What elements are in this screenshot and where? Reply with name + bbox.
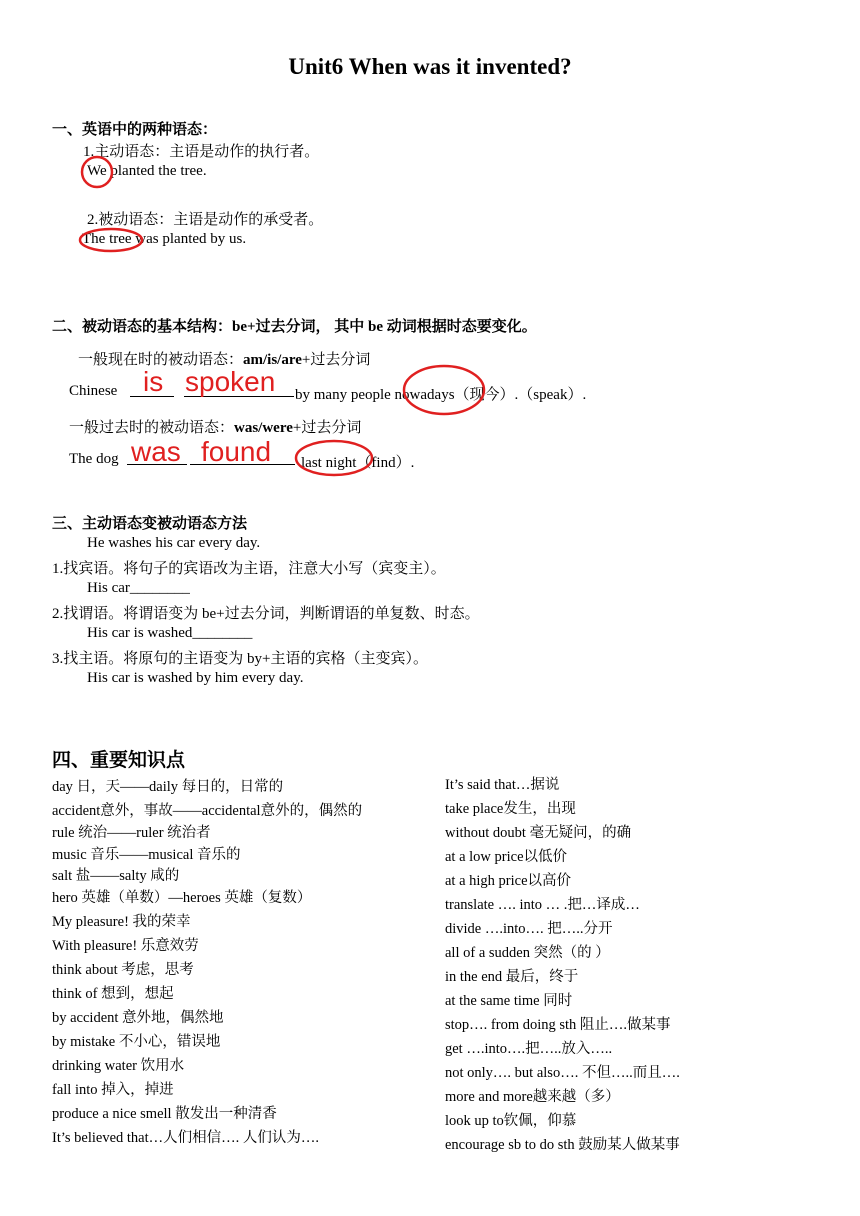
example-1-answer-2: spoken <box>185 366 276 397</box>
passive-voice-label: 2.被动语态：主语是动作的承受者。 <box>87 212 324 228</box>
example-2-end: last night（find）. <box>301 455 415 471</box>
knowledge-item-right: at the same time 同时 <box>445 993 573 1009</box>
active-voice-example: We planted the tree. <box>87 163 207 179</box>
knowledge-item-right: encourage sb to do sth 鼓励某人做某事 <box>445 1137 680 1153</box>
method-line: His car is washed________ <box>87 625 253 641</box>
active-voice-label: 1.主动语态：主语是动作的执行者。 <box>83 144 320 160</box>
knowledge-item-right: divide ….into…. 把…..分开 <box>445 921 613 937</box>
method-line: 3.找主语。将原句的主语变为 by+主语的宾格（主变宾）。 <box>52 651 428 667</box>
page-title: Unit6 When was it invented? <box>288 54 572 79</box>
example-2-start: The dog <box>69 451 119 467</box>
knowledge-item-left: think about 考虑，思考 <box>52 962 194 978</box>
knowledge-item-left: day 日，天——daily 每日的，日常的 <box>52 779 284 795</box>
section-4-heading: 四、重要知识点 <box>52 750 186 771</box>
knowledge-item-right: translate …. into … .把…译成… <box>445 897 640 913</box>
knowledge-item-right: stop…. from doing sth 阻止….做某事 <box>445 1017 671 1033</box>
circle-mark-nowadays <box>404 366 484 414</box>
knowledge-item-right: in the end 最后，终于 <box>445 969 579 985</box>
knowledge-item-left: It’s believed that…人们相信…. 人们认为…. <box>52 1130 320 1146</box>
knowledge-item-left: think of 想到，想起 <box>52 986 174 1002</box>
knowledge-item-right: It’s said that…据说 <box>445 777 560 793</box>
example-1-start: Chinese <box>69 383 118 399</box>
knowledge-item-left: fall into 掉入，掉进 <box>52 1082 174 1098</box>
knowledge-item-left: hero 英雄（单数）—heroes 英雄（复数） <box>52 890 312 906</box>
knowledge-item-left: rule 统治——ruler 统治者 <box>52 825 211 841</box>
section-3-heading: 三、主动语态变被动语态方法 <box>52 516 248 532</box>
knowledge-item-left: produce a nice smell 散发出一种清香 <box>52 1106 277 1122</box>
circle-mark-we <box>82 157 112 187</box>
present-passive-suffix: +过去分词 <box>301 352 371 368</box>
knowledge-item-left: My pleasure! 我的荣幸 <box>52 914 191 930</box>
knowledge-item-right: take place发生，出现 <box>445 801 576 817</box>
passive-voice-example: The tree was planted by us. <box>82 231 247 247</box>
knowledge-item-right: not only…. but also…. 不但…..而且…. <box>445 1065 680 1081</box>
present-passive-label-text: 一般现在时的被动语态： <box>78 352 244 368</box>
example-1-end: by many people nowadays（现今）.（speak）. <box>295 387 587 403</box>
section-2-heading: 二、被动语态的基本结构：be+过去分词， 其中 be 动词根据时态要变化。 <box>52 319 537 335</box>
knowledge-item-left: salt 盐——salty 咸的 <box>52 868 180 884</box>
present-passive-be-forms: am/is/are <box>243 352 302 368</box>
past-passive-suffix: +过去分词 <box>292 420 362 436</box>
method-line: He washes his car every day. <box>87 535 261 551</box>
past-passive-be-forms: was/were <box>234 420 293 436</box>
example-2-answer-1: was <box>131 436 181 467</box>
knowledge-item-right: at a low price以低价 <box>445 849 568 865</box>
method-line: 1.找宾语。将句子的宾语改为主语，注意大小写（宾变主）。 <box>52 561 446 577</box>
method-line: His car is washed by him every day. <box>87 670 304 686</box>
circle-mark-the-tree <box>80 229 142 251</box>
knowledge-item-right: at a high price以高价 <box>445 873 572 889</box>
knowledge-item-left: With pleasure! 乐意效劳 <box>52 938 199 954</box>
method-line: His car________ <box>87 580 190 596</box>
knowledge-item-left: music 音乐——musical 音乐的 <box>52 847 241 863</box>
method-line: 2.找谓语。将谓语变为 be+过去分词，判断谓语的单复数、时态。 <box>52 606 480 622</box>
example-2-answer-2: found <box>201 436 272 467</box>
knowledge-item-left: by accident 意外地，偶然地 <box>52 1010 224 1026</box>
section-1-heading: 一、英语中的两种语态： <box>52 122 218 138</box>
knowledge-item-left: by mistake 不小心，错误地 <box>52 1034 221 1050</box>
example-1-answer-1: is <box>143 366 164 397</box>
knowledge-item-left: drinking water 饮用水 <box>52 1058 185 1074</box>
knowledge-item-left: accident意外，事故——accidental意外的，偶然的 <box>52 803 363 819</box>
knowledge-item-right: without doubt 毫无疑问，的确 <box>445 825 632 841</box>
knowledge-item-right: all of a sudden 突然（的 ） <box>445 945 610 961</box>
knowledge-item-right: look up to钦佩，仰慕 <box>445 1113 577 1129</box>
knowledge-item-right: more and more越来越（多） <box>445 1089 620 1105</box>
knowledge-item-right: get ….into….把…..放入….. <box>445 1041 613 1057</box>
past-passive-label-text: 一般过去时的被动语态： <box>69 420 235 436</box>
circle-mark-last-night <box>296 441 372 475</box>
